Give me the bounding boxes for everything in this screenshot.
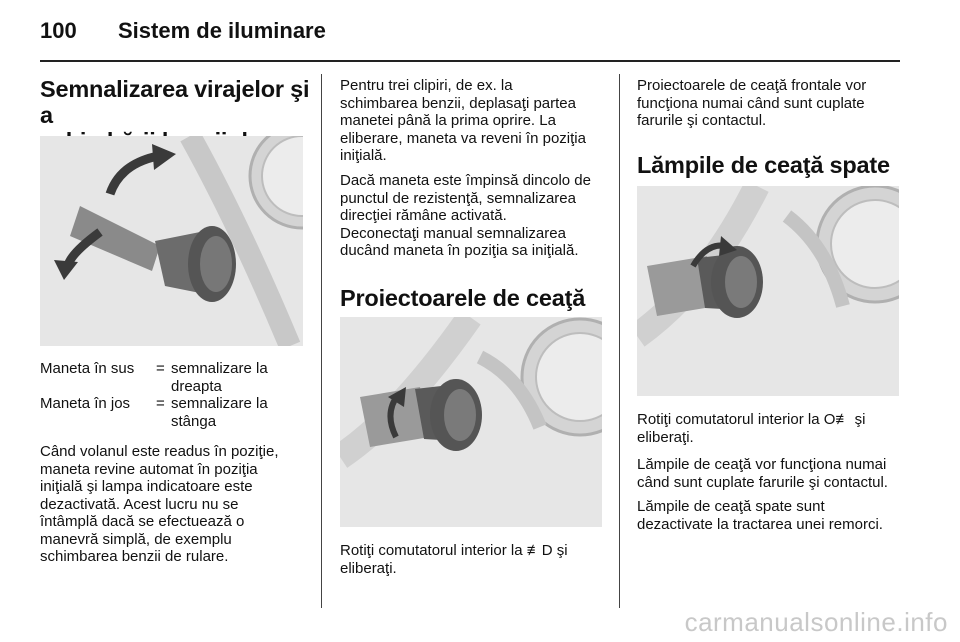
front-fog-illustration — [340, 317, 602, 527]
text-line: Proiectoarele de ceaţă frontale vor — [637, 77, 867, 94]
rear-fog-caption — [637, 411, 907, 446]
front-fog-heading: Proiectoarele de ceaţă — [340, 285, 586, 311]
text-line: dezactivate la tractarea unei remorci. — [637, 515, 883, 533]
rear-fog-trailer-paragraph — [637, 498, 907, 533]
text-line: Când volanul este readus în poziţie, — [40, 443, 279, 460]
text-line: dezactivată. Acest lucru nu se — [40, 495, 239, 513]
text-line: farurile şi contactul. — [637, 112, 767, 129]
watermark: carmanualsonline.info — [684, 607, 948, 637]
turn-signal-heading-line1: Semnalizarea virajelor şi a — [40, 76, 310, 128]
definition-row — [40, 395, 305, 430]
definition-equals: = — [156, 395, 165, 412]
definition-value: semnalizare la dreapta — [171, 360, 268, 395]
definition-value: semnalizare la stânga — [171, 395, 268, 430]
column-separator-1 — [321, 74, 322, 608]
text-line: schimbarea benzii de rulare. — [40, 548, 229, 565]
text-line: punctul de rezistenţă, semnalizarea — [340, 189, 576, 207]
text-line: când sunt cuplate farurile şi contactul. — [637, 473, 888, 491]
text-line: Deconectaţi manual semnalizarea — [340, 224, 566, 242]
text-line: eliberaţi. — [637, 428, 694, 446]
definition-equals: = — [156, 360, 165, 377]
signal-remains-paragraph — [340, 172, 610, 260]
rear-fog-illustration — [637, 186, 899, 396]
text-line: eliberare, maneta va reveni în poziţia — [340, 129, 586, 147]
page-number: 100 — [40, 18, 77, 43]
text-line: iniţială. — [340, 147, 387, 164]
text-line: Lămpile de ceaţă vor funcţiona numai — [637, 456, 887, 473]
steering-return-paragraph — [40, 443, 310, 566]
rear-fog-conditions-paragraph — [637, 456, 907, 491]
text-line: maneta revine automat în poziţia — [40, 460, 258, 478]
rear-fog-figure — [637, 186, 899, 396]
header-rule — [40, 60, 900, 62]
text-line: iniţială şi lampa indicatoare este — [40, 478, 253, 495]
text-line: manevră simplă, de exemplu — [40, 530, 232, 548]
text-line: ducând maneta în poziţia sa iniţială. — [340, 242, 579, 259]
three-flash-paragraph — [340, 77, 610, 165]
front-fog-figure — [340, 317, 602, 527]
column-separator-2 — [619, 74, 620, 608]
definition-term: Maneta în jos — [40, 395, 131, 412]
text-line: Pentru trei clipiri, de ex. la — [340, 77, 513, 94]
text-line: schimbarea benzii, deplasaţi partea — [340, 94, 576, 112]
text-line: manetei până la prima oprire. La — [340, 112, 556, 129]
text-line: direcţiei rămâne activată. — [340, 207, 507, 224]
page-header — [40, 18, 920, 58]
definition-row — [40, 360, 305, 395]
front-fog-caption — [340, 542, 610, 577]
definition-term: Maneta în sus — [40, 360, 135, 377]
text-line: Rotiţi comutatorul interior la ≢D şi — [340, 542, 568, 559]
rear-fog-heading: Lămpile de ceaţă spate — [637, 152, 890, 178]
turn-signal-figure — [40, 136, 303, 346]
text-line: funcţiona numai când sunt cuplate — [637, 94, 865, 112]
section-title: Sistem de iluminare — [118, 18, 326, 43]
turn-signal-illustration — [40, 136, 303, 346]
front-fog-conditions-paragraph — [637, 77, 907, 130]
text-line: eliberaţi. — [340, 559, 397, 577]
text-line: întâmplă dacă se efectuează o — [40, 513, 245, 530]
text-line: Dacă maneta este împinsă dincolo de — [340, 172, 591, 189]
lever-definitions — [40, 360, 305, 430]
text-line: Rotiţi comutatorul interior la O≢ şi — [637, 411, 866, 428]
text-line: Lămpile de ceaţă spate sunt — [637, 498, 825, 515]
